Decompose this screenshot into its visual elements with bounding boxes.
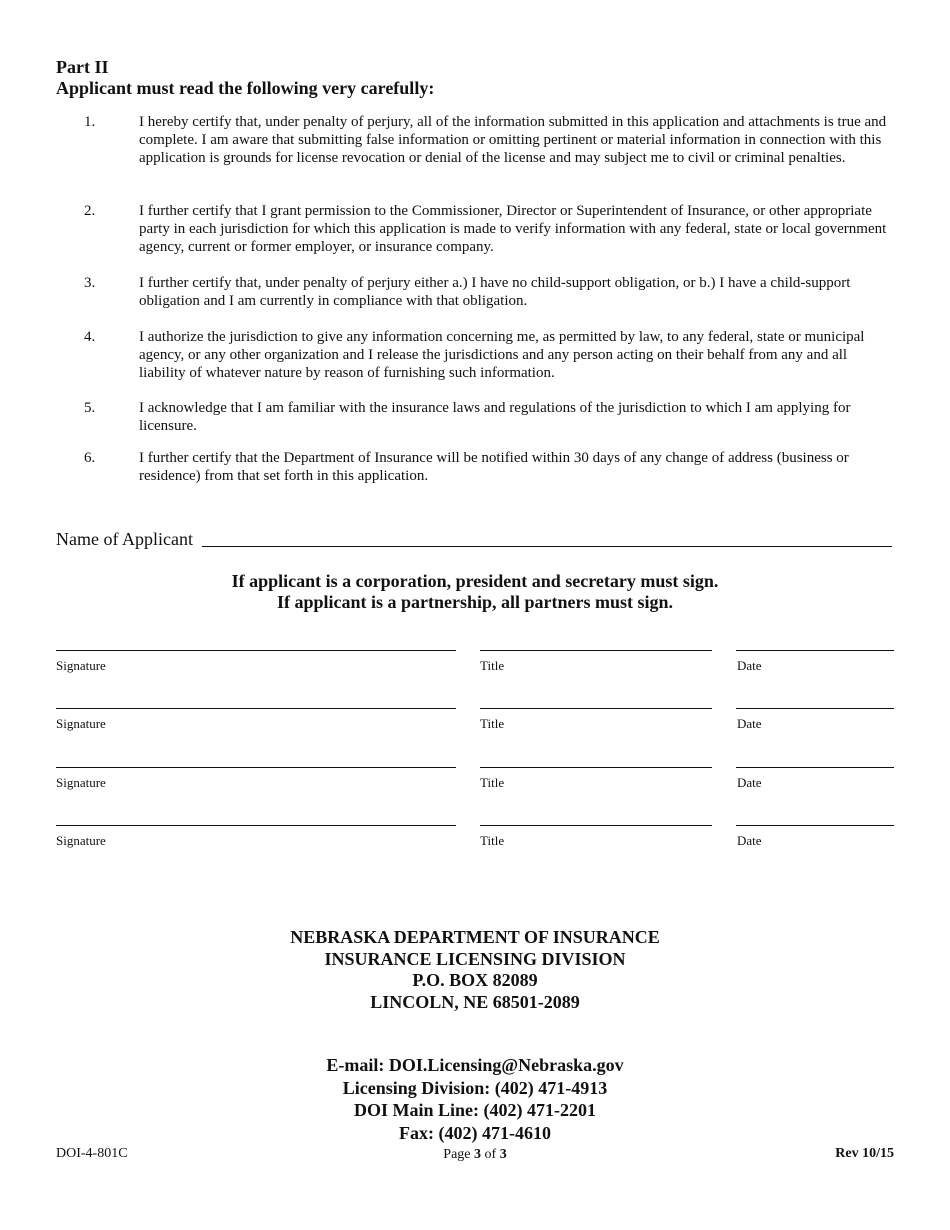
- date-blank[interactable]: [736, 825, 894, 826]
- item-text: I authorize the jurisdiction to give any information concerning me, as permitted by law, to any federal, state or municipal agency, or any other organization and I release the jurisdictions and any person acting on their behalf from any and all liability of whatever nature by reason of furnishing such information.: [139, 329, 865, 381]
- title-label: Title: [480, 658, 505, 673]
- signature-label: Signature: [56, 658, 106, 673]
- instruction-heading: Applicant must read the following very carefully:: [56, 78, 435, 98]
- signature-label: Signature: [56, 833, 106, 848]
- address-block: [0, 927, 950, 1013]
- page-word: Page: [443, 1147, 471, 1162]
- item-number: 1.: [84, 114, 96, 130]
- contact-main-phone: DOI Main Line: (402) 471-2201: [354, 1100, 596, 1120]
- item-text: I acknowledge that I am familiar with the insurance laws and regulations of the jurisdiction to which I am applying for licensure.: [139, 400, 851, 434]
- of-word: of: [484, 1147, 497, 1162]
- signature-row: [0, 825, 950, 855]
- po-box: P.O. BOX 82089: [412, 970, 538, 990]
- item-number: 6.: [84, 450, 96, 466]
- title-blank[interactable]: [480, 825, 712, 826]
- division-name: INSURANCE LICENSING DIVISION: [324, 948, 626, 969]
- contact-email: E-mail: DOI.Licensing@Nebraska.gov: [326, 1055, 624, 1075]
- item-number: 3.: [84, 275, 96, 291]
- date-label: Date: [737, 716, 762, 731]
- contact-block: [0, 1054, 950, 1144]
- contact-licensing-phone: Licensing Division: (402) 471-4913: [342, 1077, 608, 1098]
- title-label: Title: [480, 833, 505, 848]
- signature-row: [0, 650, 950, 680]
- date-blank[interactable]: [736, 767, 894, 768]
- signature-blank[interactable]: [56, 650, 456, 651]
- item-number: 2.: [84, 203, 96, 219]
- signature-blank[interactable]: [56, 708, 456, 709]
- department-name: NEBRASKA DEPARTMENT OF INSURANCE: [290, 927, 660, 947]
- item-number: 4.: [84, 329, 96, 345]
- certification-item-1: [56, 113, 896, 167]
- applicant-name-label: Name of Applicant: [56, 529, 193, 549]
- item-text: I further certify that the Department of Insurance will be notified within 30 days of any change of address (business or residence) from that set forth in this application.: [139, 450, 849, 484]
- date-blank[interactable]: [736, 708, 894, 709]
- signature-blank[interactable]: [56, 767, 456, 768]
- date-label: Date: [737, 833, 762, 848]
- certification-item-6: [56, 449, 896, 485]
- signature-row: [0, 767, 950, 797]
- date-label: Date: [737, 775, 762, 790]
- signature-label: Signature: [56, 775, 106, 790]
- certification-item-3: [56, 274, 896, 310]
- item-text: I further certify that I grant permission to the Commissioner, Director or Superintendent of Insurance, or other appropriate party in each jurisdiction for which this application is made to verify information with any federal, state or local government agency, current or former employer, or insurance company.: [139, 203, 887, 255]
- title-blank[interactable]: [480, 650, 712, 651]
- partnership-notice: If applicant is a partnership, all partners must sign.: [276, 592, 674, 612]
- corporation-notice: If applicant is a corporation, president and secretary must sign.: [231, 571, 719, 591]
- signature-label: Signature: [56, 716, 106, 731]
- form-id: DOI-4-801C: [56, 1146, 128, 1161]
- certification-item-4: [56, 328, 896, 382]
- total-pages: 3: [499, 1147, 507, 1162]
- date-label: Date: [737, 658, 762, 673]
- signature-blank[interactable]: [56, 825, 456, 826]
- page-number: [0, 1147, 950, 1163]
- item-text: I further certify that, under penalty of perjury either a.) I have no child-support obligation, or b.) I have a child-support obligation and I am currently in compliance with that obligation.: [139, 275, 851, 309]
- date-blank[interactable]: [736, 650, 894, 651]
- city-state-zip: LINCOLN, NE 68501-2089: [370, 991, 580, 1012]
- revision-label: Rev 10/15: [835, 1146, 894, 1161]
- title-label: Title: [480, 775, 505, 790]
- contact-fax: Fax: (402) 471-4610: [399, 1122, 551, 1143]
- signature-row: [0, 708, 950, 738]
- applicant-name-field[interactable]: [56, 526, 896, 550]
- certification-item-2: [56, 202, 896, 256]
- title-blank[interactable]: [480, 708, 712, 709]
- title-label: Title: [480, 716, 505, 731]
- title-blank[interactable]: [480, 767, 712, 768]
- item-number: 5.: [84, 400, 96, 416]
- item-text: I hereby certify that, under penalty of perjury, all of the information submitted in this application and attachments is true and complete. I am aware that submitting false information or omitting pertinent or material information in connection with this application is grounds for license revocation or denial of the license and may subject me to civil or criminal penalties.: [139, 114, 887, 166]
- current-page: 3: [474, 1147, 482, 1162]
- part-title: Part II: [56, 57, 109, 77]
- applicant-name-blank[interactable]: [202, 546, 892, 547]
- certification-item-5: [56, 399, 896, 435]
